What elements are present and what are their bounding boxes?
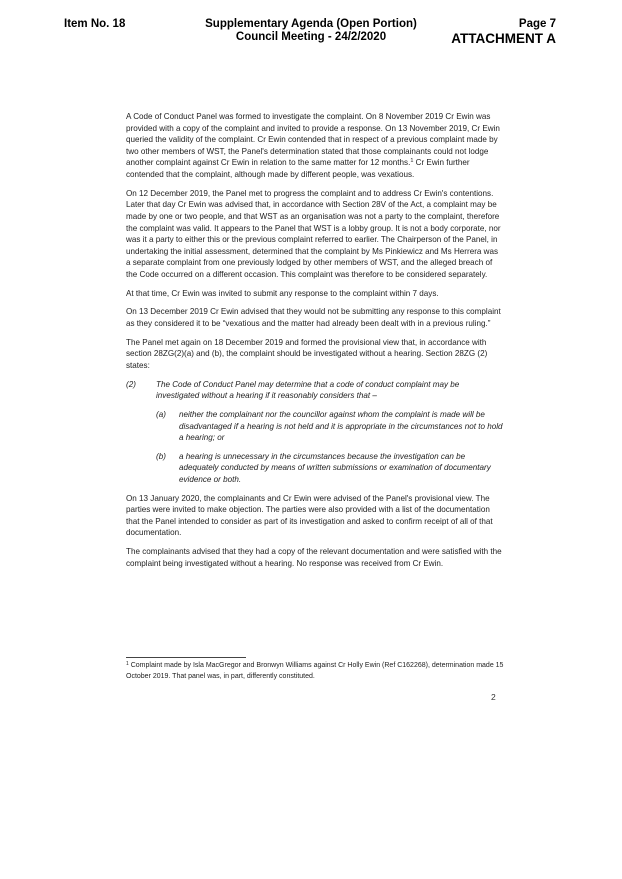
subclause-b-label: (b) — [156, 451, 166, 461]
attachment-label: ATTACHMENT A — [451, 31, 556, 46]
quote-subclause-a — [126, 409, 504, 444]
paragraph-6: On 13 January 2020, the complainants and Cr Ewin were advised of the Panel's provisional view. The parties were invited to make objection. The parties were also provided with a list of the documentation that the Panel intended to consider as part of its investigation and asked to confirm receipt of all of that documentation. — [126, 493, 493, 538]
quote-clause-number: (2) — [126, 379, 136, 389]
footnote-divider — [126, 657, 246, 658]
paragraph-2: On 12 December 2019, the Panel met to progress the complaint and to address Cr Ewin's contentions. Later that day Cr Ewin was advised that, in accordance with Section 28V of the Act, a complaint may be made by one or two people, and that WST as an organisation was not a party to the complaint, therefore the complaint was valid. It appears to the Panel that WST is a lobby group. It is not a body corporate, nor was it a party to either this or the previous complaint referred to earlier. The Chairperson of the Panel, in undertaking the initial assessment, determined that the complaint by Ms Pinkiewicz and Ms Herrera was a separate complaint from one previously lodged by other members of WST, and the alleged breach of the Code occurred on a different occasion. This complaint was therefore to be considered separately. — [126, 188, 501, 279]
paragraph-4: On 13 December 2019 Cr Ewin advised that they would not be submitting any response to this complaint as they considered it to be “vexatious and the matter had already been dealt with in a previous ruling.” — [126, 307, 501, 329]
page-number: 2 — [491, 692, 496, 702]
subclause-b-text: a hearing is unnecessary in the circumstances because the investigation can be adequately conducted by means of written submissions or examination of documentary evidence or both. — [179, 451, 491, 484]
footnote-text: Complaint made by Isla MacGregor and Bronwyn Williams against Cr Holly Ewin (Ref C162268), determination made 15 October 2019. That panel was, in part, differently constituted. — [126, 662, 504, 680]
paragraph-1-text: A Code of Conduct Panel was formed to investigate the complaint. On 8 November 2019 Cr Ewin was provided with a copy of the complaint and invited to provide a response. On 13 November 2019, Cr Ewin queried the validity of the complaint. Cr Ewin contended that in respect of a previous complaint made by two other members of WST, the Panel's determination stated that those complainants could not lodge another complaint against Cr Ewin in relation to the same matter for 12 months. — [126, 112, 500, 168]
paragraph-1 — [126, 111, 504, 181]
item-number: Item No. 18 — [64, 18, 126, 30]
quote-subclause-b — [126, 451, 504, 486]
footnote-marker: 1 — [126, 661, 129, 667]
legislation-quote — [126, 379, 504, 486]
meeting-date: Council Meeting - 24/2/2020 — [235, 31, 387, 43]
paragraph-1-continuation: Cr Ewin further contended that the complaint, although made by different people, was vexatious. — [126, 158, 470, 179]
agenda-title: Supplementary Agenda (Open Portion) — [205, 18, 417, 30]
quote-clause-text: The Code of Conduct Panel may determine that a code of conduct complaint may be investigated without a hearing if it reasonably considers that – — [156, 379, 460, 401]
page-header-right — [451, 18, 556, 46]
paragraph-5: The Panel met again on 18 December 2019 and formed the provisional view that, in accordance with section 28ZG(2)(a) and (b), the complaint should be investigated without a hearing. Section 28ZG (2) states: — [126, 337, 488, 371]
paragraph-7: The complainants advised that they had a copy of the relevant documentation and were satisfied with the complaint being investigated without a hearing. No response was received from Cr Ewin. — [126, 547, 502, 568]
subclause-a-label: (a) — [156, 410, 166, 419]
paragraph-3: At that time, Cr Ewin was invited to submit any response to the complaint within 7 days. — [126, 288, 439, 298]
header-page-number: Page 7 — [518, 18, 556, 30]
subclause-a-text: neither the complainant nor the councillor against whom the complaint is made will be disadvantaged if a hearing is not held and it is appropriate in the circumstances not to hold a hearing; or — [179, 410, 503, 443]
footnote — [126, 661, 506, 682]
footnote-reference: 1 — [410, 158, 414, 165]
document-body — [126, 111, 504, 577]
